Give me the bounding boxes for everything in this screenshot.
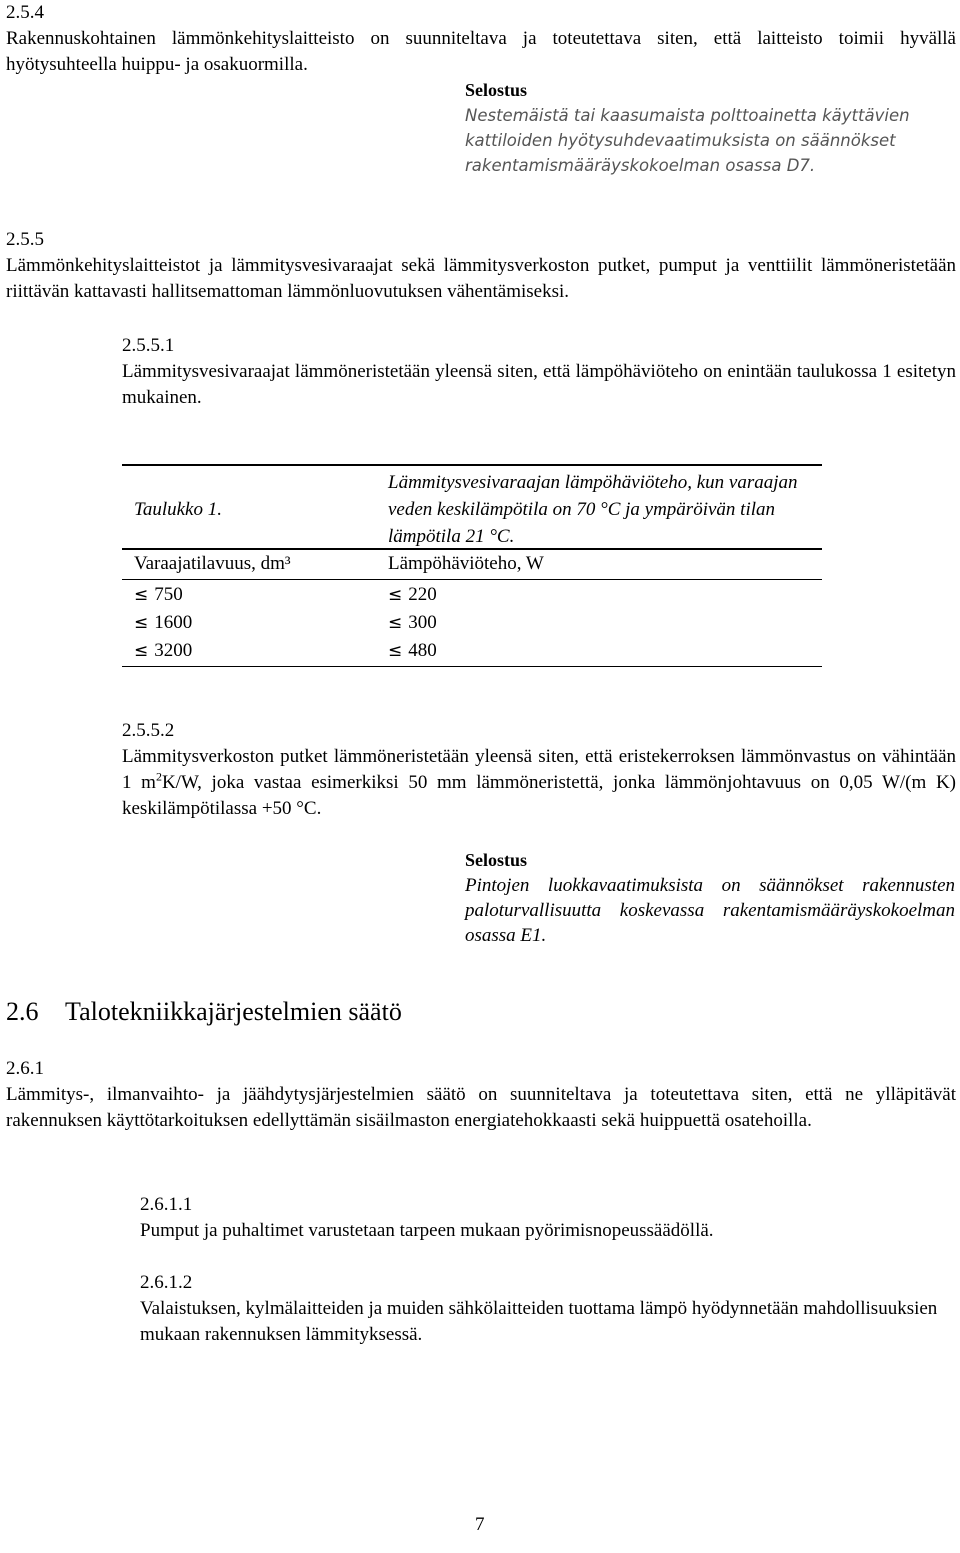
heading-2-6 (6, 996, 402, 1028)
table-row (122, 608, 822, 636)
page-number: 7 (475, 1514, 485, 1535)
section-2-5-5-1 (122, 333, 956, 411)
heading-number: 2.6 (6, 997, 39, 1026)
section-number: 2.5.4 (6, 2, 44, 23)
cell-loss: ≤ 220 (388, 584, 437, 605)
section-2-6-1 (6, 1056, 956, 1134)
table-1 (122, 464, 822, 667)
col-volume-header: Varaajatilavuus, dm³ (134, 553, 291, 574)
section-2-5-4 (6, 0, 956, 78)
section-2-5-5 (6, 227, 956, 305)
table-bottom-rule (122, 666, 822, 667)
cell-volume: ≤ 3200 (134, 640, 193, 661)
section-text: Valaistuksen, kylmälaitteiden ja muiden sähkölaitteiden tuottama lämpö hyödynnetään mahdollisuuksien mukaan rakennuksen lämmityksessä. (140, 1298, 938, 1345)
section-number: 2.6.1 (6, 1058, 44, 1079)
note-text: Nestemäistä tai kaasumaista polttoainetta käyttävien kattiloiden hyötysuhdevaatimuksista on säännökset rakentamismääräyskokoelman osassa D7. (465, 106, 910, 175)
section-number: 2.6.1.2 (140, 1272, 193, 1293)
section-text: Lämmitysvesivaraajat lämmöneristetään yleensä siten, että lämpöhäviöteho on enintään taulukossa 1 esitetyn mukainen. (122, 361, 956, 408)
section-2-6-1-1 (140, 1192, 956, 1244)
section-number: 2.5.5.1 (122, 335, 175, 356)
section-text: Lämmönkehityslaitteistot ja lämmitysvesivaraajat sekä lämmitysverkoston putket, pumput ja venttiilit lämmöneristetään riittävän kattavasti hallitsemattoman lämmönluovutuksen vähentämiseksi. (6, 255, 956, 302)
col-loss-header: Lämpöhäviöteho, W (388, 553, 544, 574)
table-col-headers (122, 551, 822, 579)
cell-loss: ≤ 480 (388, 640, 437, 661)
section-number: 2.5.5 (6, 229, 44, 250)
note-text: Pintojen luokkavaatimuksista on säännökset rakennusten paloturvallisuutta koskevassa rakentamismääräyskokoelman osassa E1. (465, 875, 955, 946)
table-caption: Taulukko 1. (134, 499, 222, 520)
note-title: Selostus (465, 850, 528, 870)
cell-volume: ≤ 750 (134, 584, 183, 605)
section-number: 2.6.1.1 (140, 1194, 193, 1215)
note-title: Selostus (465, 80, 528, 100)
section-2-5-5-2 (122, 718, 956, 822)
section-text: Lämmitysverkoston putket lämmöneristetään yleensä siten, että eristekerroksen lämmönvastus on vähintään 1 $m^2K/W$, joka vastaa esimerkiksi 50 mm lämmöneristettä, jonka lämmönjohtavuus on 0,05 W/(m K) keskilämpötilassa +50 °C. (122, 746, 957, 819)
cell-loss: ≤ 300 (388, 612, 437, 633)
note-selostus-2 (465, 848, 955, 948)
table-row (122, 636, 822, 666)
cell-volume: ≤ 1600 (134, 612, 193, 633)
section-number: 2.5.5.2 (122, 720, 175, 741)
section-text: Pumput ja puhaltimet varustetaan tarpeen mukaan pyörimisnopeussäädöllä. (140, 1220, 714, 1241)
table-header-desc: Lämmitysvesivaraajan lämpöhäviöteho, kun varaajan veden keskilämpötila on 70 °C ja ympäröivän tilan lämpötila 21 °C. (388, 472, 798, 547)
section-2-6-1-2 (140, 1270, 956, 1348)
section-text: Rakennuskohtainen lämmönkehityslaitteisto on suunniteltava ja toteutettava siten, että laitteisto toimii hyvällä hyötysuhteella huippu- ja osakuormilla. (6, 28, 956, 75)
heading-title: Talotekniikkajärjestelmien säätö (65, 997, 402, 1026)
section-text: Lämmitys-, ilmanvaihto- ja jäähdytysjärjestelmien säätö on suunniteltava ja toteutettava siten, että ne ylläpitävät rakennuksen käyttötarkoituksen edellyttämän sisäilmaston energiatehokkaasti sekä huippuettä osatehoilla. (6, 1084, 956, 1131)
table-row (122, 580, 822, 608)
table-header (122, 466, 822, 548)
note-selostus-1 (465, 78, 955, 178)
